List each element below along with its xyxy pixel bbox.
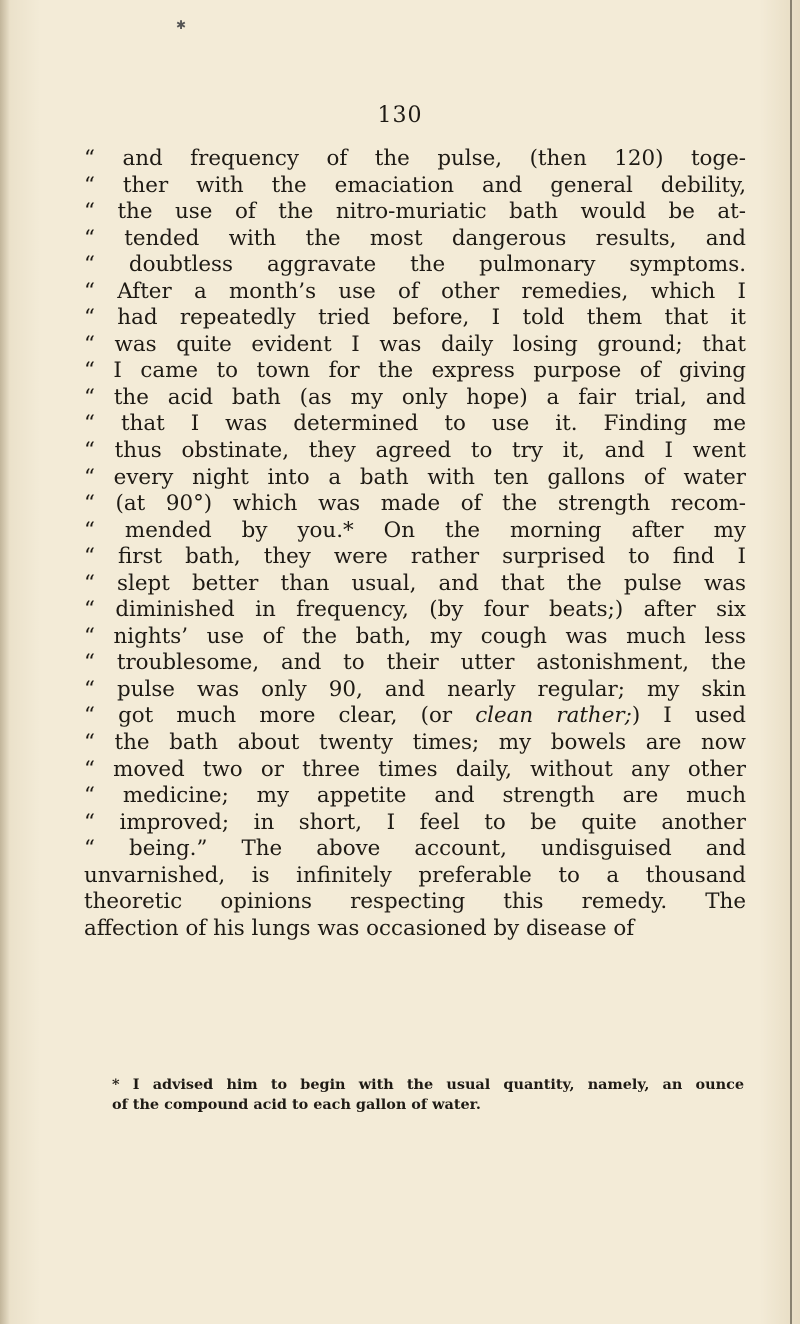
text-line: “ tended with the most dangerous results, and bbox=[84, 225, 746, 251]
ink-speck: ✱ bbox=[176, 18, 187, 32]
footnote-line: * I advised him to begin with the usual quantity, namely, an ounce bbox=[112, 1076, 744, 1093]
text-line: “ doubtless aggravate the pulmonary symptoms. bbox=[84, 252, 746, 278]
text-line: “ had repeatedly tried before, I told them that it bbox=[84, 305, 746, 331]
page-number: 130 bbox=[377, 103, 423, 128]
text-line: “ thus obstinate, they agreed to try it, and I went bbox=[84, 438, 746, 464]
text-line: affection of his lungs was occasioned by disease of bbox=[84, 915, 635, 941]
text-line: “ was quite evident I was daily losing ground; that bbox=[84, 331, 746, 357]
text-line: “ ther with the emaciation and general debility, bbox=[84, 172, 746, 198]
text-line: “ diminished in frequency, (by four beats;) after six bbox=[84, 597, 746, 623]
italic-phrase: clean rather; bbox=[475, 703, 632, 729]
footnote bbox=[112, 1075, 744, 1115]
footnote-line: of the compound acid to each gallon of water. bbox=[112, 1096, 481, 1113]
text-line: theoretic opinions respecting this remedy. The bbox=[84, 889, 746, 915]
text-line: “ the bath about twenty times; my bowels are now bbox=[84, 730, 746, 756]
page-binding-shadow bbox=[0, 0, 10, 1324]
text-line: “ slept better than usual, and that the pulse was bbox=[84, 570, 746, 596]
text-line: “ every night into a bath with ten gallons of water bbox=[84, 464, 746, 490]
text-line: “ (at 90°) which was made of the strength recom- bbox=[84, 491, 746, 517]
text-line: unvarnished, is infinitely preferable to a thousand bbox=[84, 862, 746, 888]
text-line: “ medicine; my appetite and strength are much bbox=[84, 783, 746, 809]
text-line: “ After a month’s use of other remedies, which I bbox=[84, 278, 746, 304]
text-line: “ moved two or three times daily, without any other bbox=[84, 756, 746, 782]
page-edge-line bbox=[790, 0, 792, 1324]
text-line: “ being.” The above account, undisguised and bbox=[84, 836, 746, 862]
text-line: “ and frequency of the pulse, (then 120) toge- bbox=[84, 146, 746, 171]
text-line: “ first bath, they were rather surprised to find I bbox=[84, 544, 746, 570]
text-line: “ improved; in short, I feel to be quite another bbox=[84, 809, 746, 835]
text-line: “ mended by you.* On the morning after my bbox=[84, 517, 746, 543]
text-line: “ troublesome, and to their utter astonishment, the bbox=[84, 650, 746, 676]
text-line: “ got much more clear, (or clean rather;) I used bbox=[84, 703, 747, 729]
text-line: “ I came to town for the express purpose of giving bbox=[84, 358, 746, 384]
text-line: “ nights’ use of the bath, my cough was much less bbox=[84, 623, 746, 649]
text-line: “ the use of the nitro-muriatic bath would be at- bbox=[84, 199, 746, 225]
text-line: “ the acid bath (as my only hope) a fair trial, and bbox=[84, 384, 746, 410]
body-text bbox=[84, 146, 746, 942]
text-line: “ that I was determined to use it. Finding me bbox=[84, 411, 746, 437]
text-line: “ pulse was only 90, and nearly regular; my skin bbox=[84, 676, 746, 702]
